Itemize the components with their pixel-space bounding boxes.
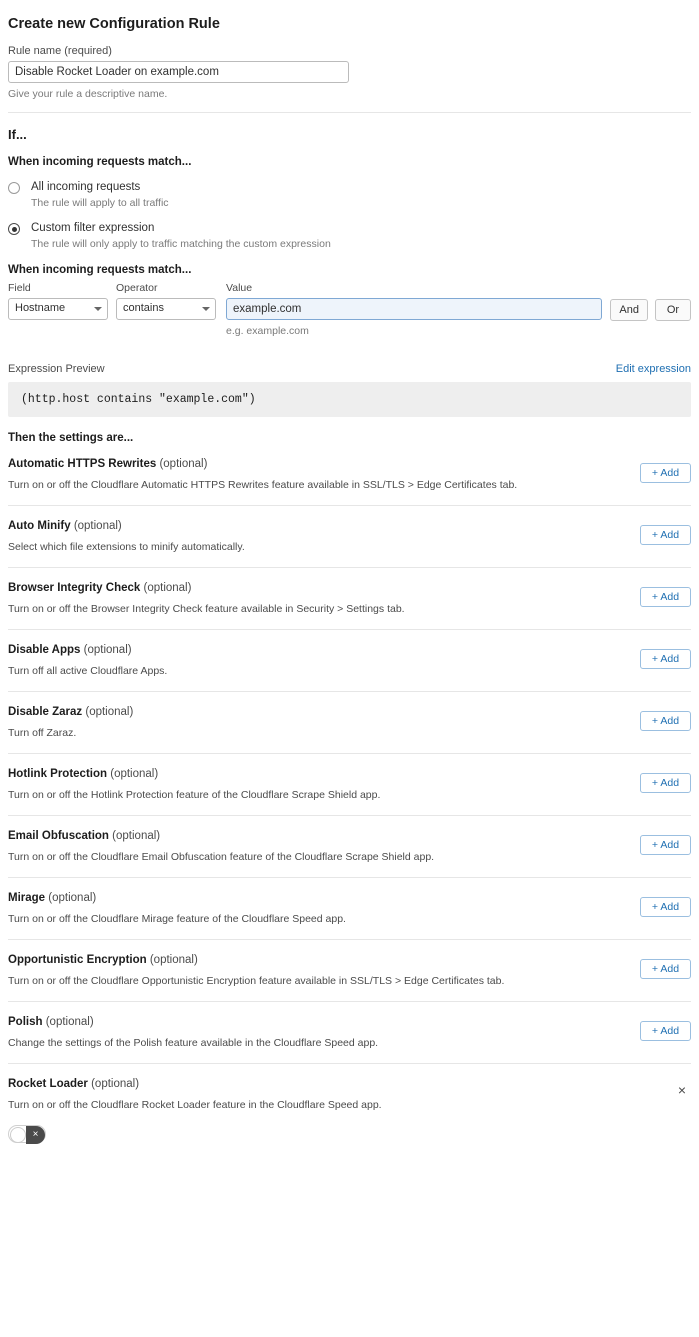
add-button-browser-integrity-check[interactable]: + Add <box>640 587 691 607</box>
setting-title: Automatic HTTPS Rewrites (optional) <box>8 458 208 470</box>
setting-title: Rocket Loader (optional) <box>8 1078 140 1090</box>
setting-description: Turn on or off the Hotlink Protection feature of the Cloudflare Scrape Shield app. <box>8 789 381 801</box>
setting-title: Disable Apps (optional) <box>8 644 132 656</box>
value-input[interactable] <box>226 298 602 320</box>
rule-name-input[interactable] <box>8 61 349 83</box>
if-section-heading: If... <box>8 127 27 142</box>
value-hint: e.g. example.com <box>226 325 309 337</box>
field-select-value: Hostname <box>15 302 66 314</box>
setting-mirage <box>8 878 691 940</box>
setting-title: Browser Integrity Check (optional) <box>8 582 192 594</box>
add-button-disable-apps[interactable]: + Add <box>640 649 691 669</box>
setting-title: Opportunistic Encryption (optional) <box>8 954 198 966</box>
add-button-mirage[interactable]: + Add <box>640 897 691 917</box>
toggle-knob <box>10 1127 26 1143</box>
setting-auto-minify <box>8 506 691 568</box>
setting-email-obfuscation <box>8 816 691 878</box>
setting-opportunistic-encryption <box>8 940 691 1002</box>
radio-icon-all-requests[interactable] <box>8 182 20 194</box>
operator-column-label: Operator <box>116 282 158 294</box>
setting-polish <box>8 1002 691 1064</box>
rule-name-label: Rule name (required) <box>8 45 112 57</box>
radio-option-all-requests[interactable] <box>8 181 691 209</box>
radio-option-custom-filter[interactable] <box>8 222 691 250</box>
setting-hotlink-protection <box>8 754 691 816</box>
add-button-opportunistic-encryption[interactable]: + Add <box>640 959 691 979</box>
radio-desc-all-requests: The rule will apply to all traffic <box>31 197 169 209</box>
rocket-loader-toggle[interactable] <box>8 1125 46 1143</box>
rule-name-help: Give your rule a descriptive name. <box>8 88 168 100</box>
toggle-off-icon: × <box>26 1126 45 1144</box>
edit-expression-link[interactable]: Edit expression <box>615 363 691 375</box>
add-button-disable-zaraz[interactable]: + Add <box>640 711 691 731</box>
radio-desc-custom-filter: The rule will only apply to traffic matching the custom expression <box>31 238 331 250</box>
setting-title: Hotlink Protection (optional) <box>8 768 159 780</box>
close-icon[interactable]: × <box>677 1082 687 1098</box>
field-select[interactable] <box>8 298 108 320</box>
setting-title: Mirage (optional) <box>8 892 97 904</box>
page-title: Create new Configuration Rule <box>8 16 220 32</box>
setting-description: Turn on or off the Cloudflare Mirage feature of the Cloudflare Speed app. <box>8 913 346 925</box>
match-label: When incoming requests match... <box>8 156 192 168</box>
chevron-down-icon <box>94 307 102 311</box>
radio-label-all-requests: All incoming requests <box>31 181 141 193</box>
setting-automatic-https-rewrites <box>8 444 691 506</box>
setting-description: Turn on or off the Cloudflare Rocket Loader feature in the Cloudflare Speed app. <box>8 1099 382 1111</box>
value-column-label: Value <box>226 282 253 294</box>
add-button-hotlink-protection[interactable]: + Add <box>640 773 691 793</box>
configuration-rule-page <box>0 8 699 1149</box>
setting-title: Email Obfuscation (optional) <box>8 830 161 842</box>
operator-select[interactable] <box>116 298 216 320</box>
or-button[interactable]: Or <box>655 299 691 321</box>
setting-description: Turn on or off the Cloudflare Opportunistic Encryption feature available in SSL/TLS > Edge Certificates tab. <box>8 975 505 987</box>
setting-description: Turn on or off the Browser Integrity Check feature available in Security > Settings tab. <box>8 603 405 615</box>
setting-disable-zaraz <box>8 692 691 754</box>
filter-builder-row <box>8 282 691 337</box>
radio-icon-custom-filter[interactable] <box>8 223 20 235</box>
add-button-automatic-https-rewrites[interactable]: + Add <box>640 463 691 483</box>
add-button-email-obfuscation[interactable]: + Add <box>640 835 691 855</box>
setting-title: Polish (optional) <box>8 1016 94 1028</box>
setting-browser-integrity-check <box>8 568 691 630</box>
chevron-down-icon <box>202 307 210 311</box>
setting-rocket-loader <box>8 1064 691 1149</box>
add-button-polish[interactable]: + Add <box>640 1021 691 1041</box>
divider-top <box>8 112 691 113</box>
setting-title: Auto Minify (optional) <box>8 520 122 532</box>
radio-label-custom-filter: Custom filter expression <box>31 222 155 234</box>
then-section-heading: Then the settings are... <box>8 432 134 444</box>
setting-title: Disable Zaraz (optional) <box>8 706 134 718</box>
builder-label: When incoming requests match... <box>8 264 192 276</box>
add-button-auto-minify[interactable]: + Add <box>640 525 691 545</box>
expression-preview-code: (http.host contains "example.com") <box>8 382 691 417</box>
setting-description: Turn off all active Cloudflare Apps. <box>8 665 168 677</box>
setting-description: Turn off Zaraz. <box>8 727 77 739</box>
setting-description: Turn on or off the Cloudflare Email Obfuscation feature of the Cloudflare Scrape Shield app. <box>8 851 435 863</box>
setting-description: Select which file extensions to minify automatically. <box>8 541 245 553</box>
field-column-label: Field <box>8 282 31 294</box>
and-button[interactable]: And <box>610 299 648 321</box>
expression-preview-header <box>8 363 691 375</box>
setting-description: Turn on or off the Cloudflare Automatic HTTPS Rewrites feature available in SSL/TLS > Edge Certificates tab. <box>8 479 518 491</box>
setting-description: Change the settings of the Polish feature available in the Cloudflare Speed app. <box>8 1037 379 1049</box>
operator-select-value: contains <box>123 302 164 314</box>
setting-disable-apps <box>8 630 691 692</box>
expression-preview-label: Expression Preview <box>8 363 105 375</box>
